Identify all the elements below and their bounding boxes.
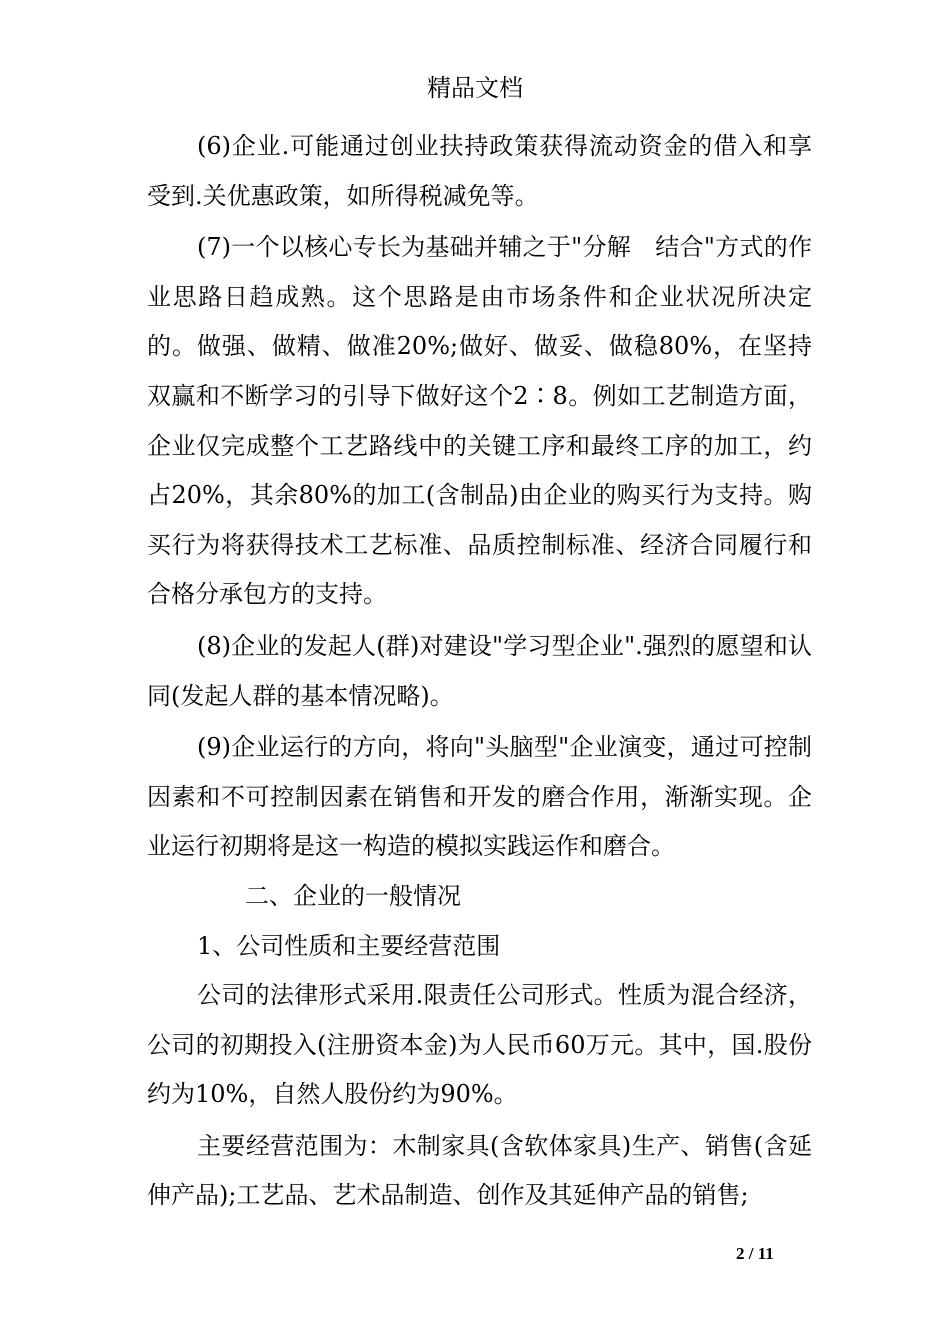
section-heading: 二、企业的一般情况 [245,881,461,910]
paragraph-7: (7)一个以核心专长为基础并辅之于"分解 结合"方式的作业思路日趋成熟。这个思路是由市场条件和企业状况所决定的。做强、做精、做准20%;做好、做妥、做稳80%，在坚持双赢和不断学习的引导下做好这个2∶8。例如工艺制造方面，企业仅完成整个工艺路线中的关键工序和最终工序的加工，约占20%，其余80%的加工(含制品)由企业的购买行为支持。购买行为将获得技术工艺标准、品质控制标准、经济合同履行和合格分承包方的支持。 [147,233,812,609]
subsection-heading: 1、公司性质和主要经营范围 [197,931,501,960]
paragraph-8: (8)企业的发起人(群)对建设"学习型企业".强烈的愿望和认同(发起人群的基本情况略)。 [147,631,812,710]
body-paragraph-legal-form: 公司的法律形式采用.限责任公司形式。性质为混合经济，公司的初期投入(注册资本金)为人民币60万元。其中，国.股份约为10%，自然人股份约为90%。 [147,981,812,1109]
document-body [147,122,812,1221]
paragraph-9: (9)企业运行的方向，将向"头脑型"企业演变，通过可控制因素和不可控制因素在销售和开发的磨合作用，渐渐实现。企业运行初期将是这一构造的模拟实践运作和磨合。 [147,733,812,861]
paragraph-6: (6)企业.可能通过创业扶持政策获得流动资金的借入和享受到.关优惠政策，如所得税减免等。 [147,132,812,210]
page-number: 2 / 11 [736,1244,774,1263]
page-header-title: 精品文档 [427,74,523,102]
body-paragraph-business-scope: 主要经营范围为：木制家具(含软体家具)生产、销售(含延伸产品);工艺品、艺术品制造、创作及其延伸产品的销售; [147,1131,812,1210]
